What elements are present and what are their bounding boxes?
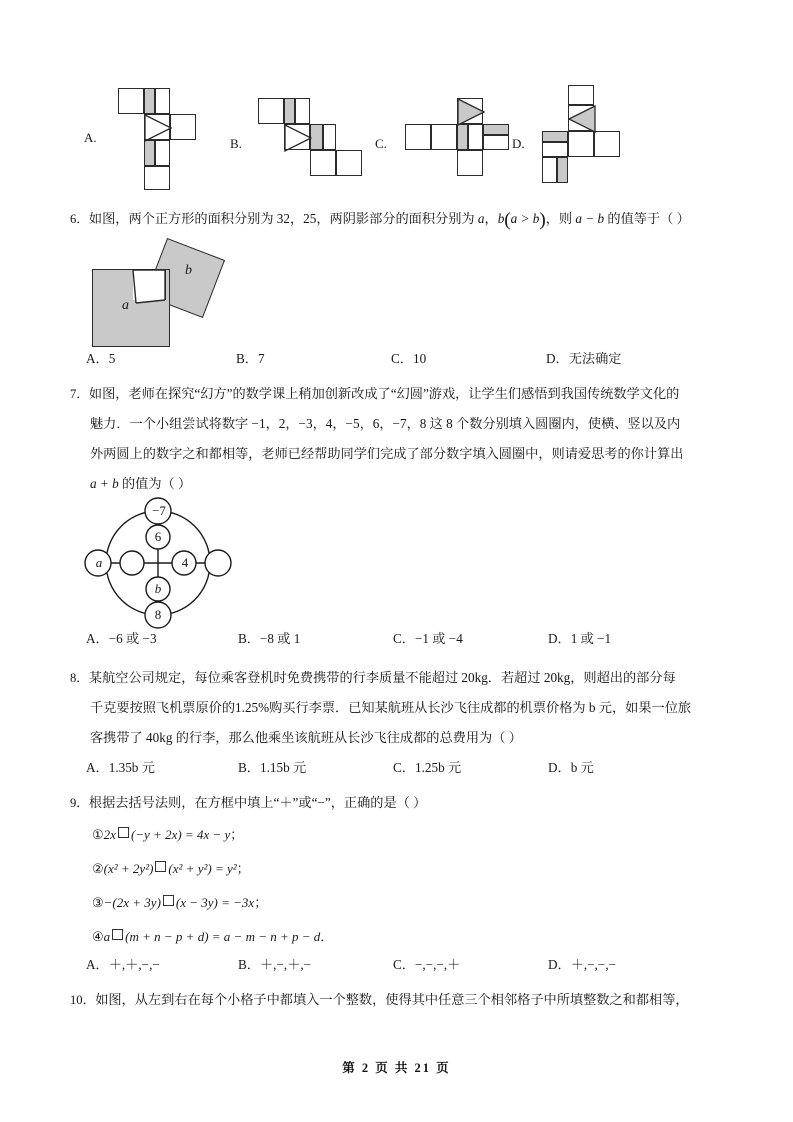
q7-option-c-key: C． (393, 631, 415, 646)
q6-option-d-text: 无法确定 (568, 351, 622, 366)
net-cell (457, 150, 483, 176)
q9-option-b-key: B． (238, 957, 260, 972)
net-cell (542, 157, 557, 183)
q10-text-1: 如图，从左到右在每个小格子中都填入一个整数，使得其中任意三个相邻格子中所填整数之和都相等， (95, 992, 689, 1007)
page-footer-text: 第 2 页 共 21 页 (342, 1061, 451, 1075)
net-triangle-icon (284, 124, 312, 152)
q7-expression: a + b (90, 476, 119, 491)
q9-item-2-left: (x² + 2y²) (103, 861, 154, 876)
q8-option-d-key: D． (548, 760, 571, 775)
question-7 (70, 379, 730, 499)
q6-label-b: b (185, 263, 192, 278)
q6-option-d[interactable] (546, 349, 621, 369)
q9-option-a[interactable] (86, 955, 238, 975)
net-cell (483, 135, 509, 150)
q9-item-4-marker: ④ (92, 929, 104, 944)
q8-number: 8． (70, 671, 89, 685)
q6-option-d-key: D． (546, 351, 569, 366)
net-cell (155, 140, 170, 166)
q9-item-4-box[interactable] (112, 929, 123, 940)
q7-text-4: 的值为（ ） (118, 476, 192, 491)
net-cell (542, 142, 568, 157)
q7-node-top: −7 (152, 503, 166, 518)
q9-option-a-text: ＋,＋,−,− (108, 957, 160, 972)
q6-option-b-text: 7 (257, 351, 265, 366)
q8-option-c-key: C． (393, 760, 415, 775)
net-option-d-label: D. (512, 136, 525, 151)
net-option-b[interactable] (230, 78, 375, 190)
net-cell (336, 150, 362, 176)
net-triangle-icon (144, 114, 172, 142)
q6-condition: a > b (510, 211, 540, 226)
net-cell-shaded (542, 131, 568, 142)
q7-option-a[interactable] (86, 629, 238, 649)
q7-line-2 (70, 409, 730, 439)
q8-options (86, 758, 726, 778)
q6-option-b[interactable] (236, 349, 391, 369)
net-triangle-icon (457, 98, 485, 126)
question-10 (70, 985, 736, 1015)
q6-stem-p2: ，则 (545, 211, 576, 226)
net-cell (155, 88, 170, 114)
q9-item-3 (70, 886, 730, 920)
q8-option-a[interactable] (86, 758, 238, 778)
q6-number: 6． (70, 212, 89, 226)
question-9 (70, 788, 730, 954)
q9-item-4-end: ． (320, 929, 334, 944)
q7-node-bottom: 8 (154, 607, 162, 622)
q7-text-1: 如图，老师在探究“幻方”的数学课上稍加创新改成了“幻圆”游戏，让学生们感悟到我国传统数学文化的 (88, 386, 680, 401)
q9-item-1-end: ； (230, 827, 244, 842)
page-footer (0, 1058, 793, 1076)
q10-number: 10． (70, 993, 96, 1007)
q9-option-b[interactable] (238, 955, 393, 975)
q8-line-3 (70, 723, 730, 753)
question-8 (70, 663, 730, 753)
q6-option-c[interactable] (391, 349, 546, 369)
q9-option-d[interactable] (548, 955, 616, 975)
q9-item-2-rest: (x² + y²) = y² (168, 861, 237, 876)
net-triangle-icon (568, 105, 596, 133)
q7-option-b[interactable] (238, 629, 393, 649)
q9-item-3-end: ； (254, 895, 268, 910)
q6-option-c-text: 10 (412, 351, 427, 366)
q6-option-b-key: B． (236, 351, 258, 366)
net-cell-shaded (557, 157, 568, 183)
q7-node-inner-top: 6 (154, 529, 162, 544)
q9-item-1 (70, 818, 730, 852)
q7-option-c[interactable] (393, 629, 548, 649)
q9-stem (70, 788, 730, 818)
q9-item-4 (70, 920, 730, 954)
q9-item-3-marker: ③ (92, 895, 104, 910)
net-cell (144, 166, 170, 190)
net-option-d[interactable] (512, 78, 662, 190)
net-cell (431, 124, 457, 150)
q7-option-d[interactable] (548, 629, 611, 649)
q8-option-c[interactable] (393, 758, 548, 778)
q9-item-1-box[interactable] (118, 827, 129, 838)
q7-figure-magic-circle (82, 497, 242, 629)
q8-text-3: 客携带了 40kg 的行李，那么他乘坐该航班从长沙飞往成都的总费用为（ ） (90, 730, 522, 745)
net-cell (568, 131, 594, 157)
q6-figure-two-squares (84, 241, 254, 349)
net-cell (323, 124, 336, 150)
question-6 (70, 204, 730, 235)
q7-option-d-key: D． (548, 631, 571, 646)
q9-item-2 (70, 852, 730, 886)
q7-number: 7． (70, 387, 89, 401)
q6-overlap-outline (84, 241, 254, 349)
q7-option-b-text: −8 或 1 (259, 631, 301, 646)
q8-option-b[interactable] (238, 758, 393, 778)
q6-stem (70, 204, 730, 235)
q9-option-b-text: ＋,−,＋,− (259, 957, 312, 972)
q9-item-1-marker: ① (92, 827, 104, 842)
q9-item-1-left: 2x (103, 827, 116, 842)
net-cell-shaded (284, 98, 295, 124)
net-cell-shaded (144, 140, 155, 166)
q7-line-1 (70, 379, 730, 409)
net-option-a-label: A. (84, 130, 97, 145)
q9-item-3-rest: (x − 3y) = −3x (175, 895, 255, 910)
net-cell-shaded (144, 88, 155, 114)
net-cell (118, 88, 144, 114)
q6-options (86, 349, 726, 369)
q9-option-c-key: C． (393, 957, 415, 972)
q8-option-a-key: A． (86, 760, 109, 775)
q9-stem-text: 根据去括号法则，在方框中填上“＋”或“−”，正确的是（ ） (88, 795, 427, 810)
q7-option-a-text: −6 或 −3 (108, 631, 157, 646)
q8-option-c-text: 1.25b 元 (414, 760, 462, 775)
q9-item-1-rest: (−y + 2x) = 4x − y (130, 827, 231, 842)
net-cell (310, 150, 336, 176)
q8-option-b-key: B． (238, 760, 260, 775)
q6-stem-p1: 如图，两个正方形的面积分别为 32，25，两阴影部分的面积分别为 (88, 211, 478, 226)
q6-paren-close: ) (539, 209, 546, 231)
q9-item-2-marker: ② (92, 861, 104, 876)
q9-option-a-key: A． (86, 957, 109, 972)
q10-line-1 (70, 985, 736, 1015)
q8-text-1: 某航空公司规定，每位乘客登机时免费携带的行李质量不能超过 20kg．若超过 20kg，则超出的部分每 (88, 670, 676, 685)
q8-line-2 (70, 693, 730, 723)
net-option-b-label: B. (230, 136, 242, 151)
net-cell (568, 85, 594, 105)
net-cell (170, 114, 196, 140)
net-cell-shaded (483, 124, 509, 135)
q9-item-4-left: a (103, 929, 111, 944)
q5-net-options-row (0, 78, 793, 190)
q6-paren-open: ( (504, 209, 511, 231)
q6-var-a: a (477, 211, 485, 226)
q9-option-d-key: D． (548, 957, 571, 972)
net-option-a[interactable] (84, 78, 219, 190)
q9-item-2-box[interactable] (155, 861, 166, 872)
q8-option-a-text: 1.35b 元 (108, 760, 155, 775)
net-cell (468, 124, 483, 150)
q9-option-c-text: −,−,−,＋ (414, 957, 461, 972)
q8-line-1 (70, 663, 730, 693)
q7-option-b-key: B． (238, 631, 260, 646)
q7-option-a-key: A． (86, 631, 109, 646)
q7-node-left-outer: a (95, 555, 103, 570)
q6-stem-p3: 的值等于（ ） (604, 211, 690, 226)
q6-label-a: a (122, 298, 129, 313)
q8-option-b-text: 1.15b 元 (259, 760, 307, 775)
q7-node-inner-right: 4 (181, 555, 189, 570)
net-cell-shaded (457, 124, 468, 150)
q6-var-b: b (497, 211, 505, 226)
q6-option-a-key: A． (86, 351, 109, 366)
q7-text-3: 外两圆上的数字之和都相等，老师已经帮助同学们完成了部分数字填入圆圈中，则请爱思考的你计算出 (90, 446, 684, 461)
q7-text-2: 魅力．一个小组尝试将数字 −1，2，−3，4，−5，6，−7，8 这 8 个数分别填入圆圈内，使横、竖以及内 (90, 416, 681, 431)
net-option-c[interactable] (375, 78, 520, 190)
q9-item-3-left: −(2x + 3y) (103, 895, 161, 910)
q7-line-4 (70, 469, 730, 499)
q7-line-3 (70, 439, 730, 469)
q9-item-3-box[interactable] (163, 895, 174, 906)
q9-option-c[interactable] (393, 955, 548, 975)
q9-item-2-end: ； (236, 861, 250, 876)
net-option-c-label: C. (375, 136, 387, 151)
net-cell (258, 98, 284, 124)
net-cell (405, 124, 431, 150)
net-cell (295, 98, 310, 124)
q8-text-2: 千克要按照飞机票原价的1.25%购买行李票．已知某航班从长沙飞往成都的机票价格为 b 元，如果一位旅 (90, 700, 692, 715)
q8-option-d[interactable] (548, 758, 594, 778)
q6-option-a-text: 5 (108, 351, 116, 366)
q6-option-a[interactable] (86, 349, 236, 369)
q7-option-c-text: −1 或 −4 (414, 631, 463, 646)
q7-node-inner-bottom: b (154, 581, 162, 596)
q9-item-4-rest: (m + n − p + d) = a − m − n + p − d (125, 929, 321, 944)
q6-expression: a − b (575, 211, 605, 226)
q9-option-d-text: ＋,−,−,− (570, 957, 617, 972)
q9-options (86, 955, 726, 975)
q9-number: 9． (70, 796, 89, 810)
net-cell (594, 131, 620, 157)
q7-option-d-text: 1 或 −1 (570, 631, 612, 646)
q7-options (86, 629, 726, 649)
q8-option-d-text: b 元 (570, 760, 594, 775)
q6-comma: ， (484, 211, 498, 226)
q6-option-c-key: C． (391, 351, 413, 366)
